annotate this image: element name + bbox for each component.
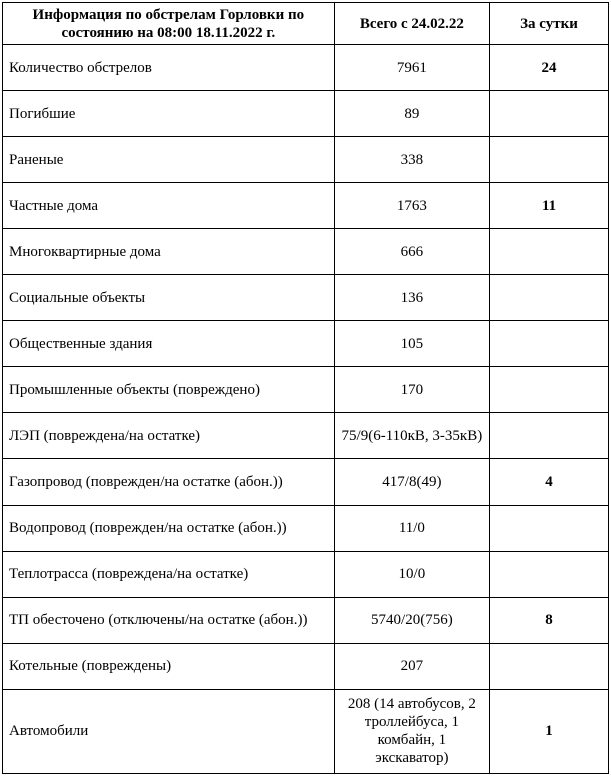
- shelling-stats-table: [2, 2, 609, 774]
- row-day-value: 11: [490, 183, 609, 229]
- table-header-row: [3, 3, 609, 45]
- row-total-value: 208 (14 автобусов, 2 троллейбуса, 1 комбайн, 1 экскаватор): [334, 689, 489, 773]
- row-label: Водопровод (поврежден/на остатке (абон.)): [3, 505, 335, 551]
- row-day-value: [490, 137, 609, 183]
- row-total-value: 338: [334, 137, 489, 183]
- row-label: Погибшие: [3, 91, 335, 137]
- row-day-value: 8: [490, 597, 609, 643]
- table-row: [3, 183, 609, 229]
- row-label: ТП обесточено (отключены/на остатке (абон.)): [3, 597, 335, 643]
- row-label: Промышленные объекты (повреждено): [3, 367, 335, 413]
- row-total-value: 105: [334, 321, 489, 367]
- row-total-value: 417/8(49): [334, 459, 489, 505]
- table-row: [3, 137, 609, 183]
- row-total-value: 136: [334, 275, 489, 321]
- row-label: Многоквартирные дома: [3, 229, 335, 275]
- row-day-value: [490, 229, 609, 275]
- row-label: Автомобили: [3, 689, 335, 773]
- table-row: [3, 413, 609, 459]
- row-total-value: 75/9(6-110кВ, 3-35кВ): [334, 413, 489, 459]
- row-label: Количество обстрелов: [3, 45, 335, 91]
- row-day-value: [490, 551, 609, 597]
- row-total-value: 1763: [334, 183, 489, 229]
- table-row: [3, 459, 609, 505]
- row-total-value: 7961: [334, 45, 489, 91]
- day-column-header: За сутки: [490, 3, 609, 45]
- row-day-value: 4: [490, 459, 609, 505]
- row-day-value: [490, 91, 609, 137]
- row-label: Газопровод (поврежден/на остатке (абон.)): [3, 459, 335, 505]
- row-label: Социальные объекты: [3, 275, 335, 321]
- total-column-header: Всего с 24.02.22: [334, 3, 489, 45]
- table-row: [3, 45, 609, 91]
- row-label: Теплотрасса (повреждена/на остатке): [3, 551, 335, 597]
- row-day-value: 1: [490, 689, 609, 773]
- row-total-value: 11/0: [334, 505, 489, 551]
- table-row: [3, 321, 609, 367]
- row-day-value: [490, 505, 609, 551]
- table-row: [3, 505, 609, 551]
- table-row: [3, 91, 609, 137]
- row-day-value: [490, 643, 609, 689]
- row-total-value: 89: [334, 91, 489, 137]
- row-day-value: 24: [490, 45, 609, 91]
- table-row: [3, 689, 609, 773]
- row-label: Общественные здания: [3, 321, 335, 367]
- row-day-value: [490, 413, 609, 459]
- row-label: Котельные (повреждены): [3, 643, 335, 689]
- row-total-value: 170: [334, 367, 489, 413]
- row-label: ЛЭП (повреждена/на остатке): [3, 413, 335, 459]
- table-row: [3, 275, 609, 321]
- table-row: [3, 551, 609, 597]
- table-row: [3, 367, 609, 413]
- table-row: [3, 597, 609, 643]
- row-day-value: [490, 321, 609, 367]
- row-total-value: 10/0: [334, 551, 489, 597]
- row-label: Частные дома: [3, 183, 335, 229]
- row-day-value: [490, 367, 609, 413]
- table-row: [3, 229, 609, 275]
- row-label: Раненые: [3, 137, 335, 183]
- table-row: [3, 643, 609, 689]
- row-total-value: 5740/20(756): [334, 597, 489, 643]
- row-total-value: 207: [334, 643, 489, 689]
- row-day-value: [490, 275, 609, 321]
- table-title-header: Информация по обстрелам Горловки по состоянию на 08:00 18.11.2022 г.: [3, 3, 335, 45]
- row-total-value: 666: [334, 229, 489, 275]
